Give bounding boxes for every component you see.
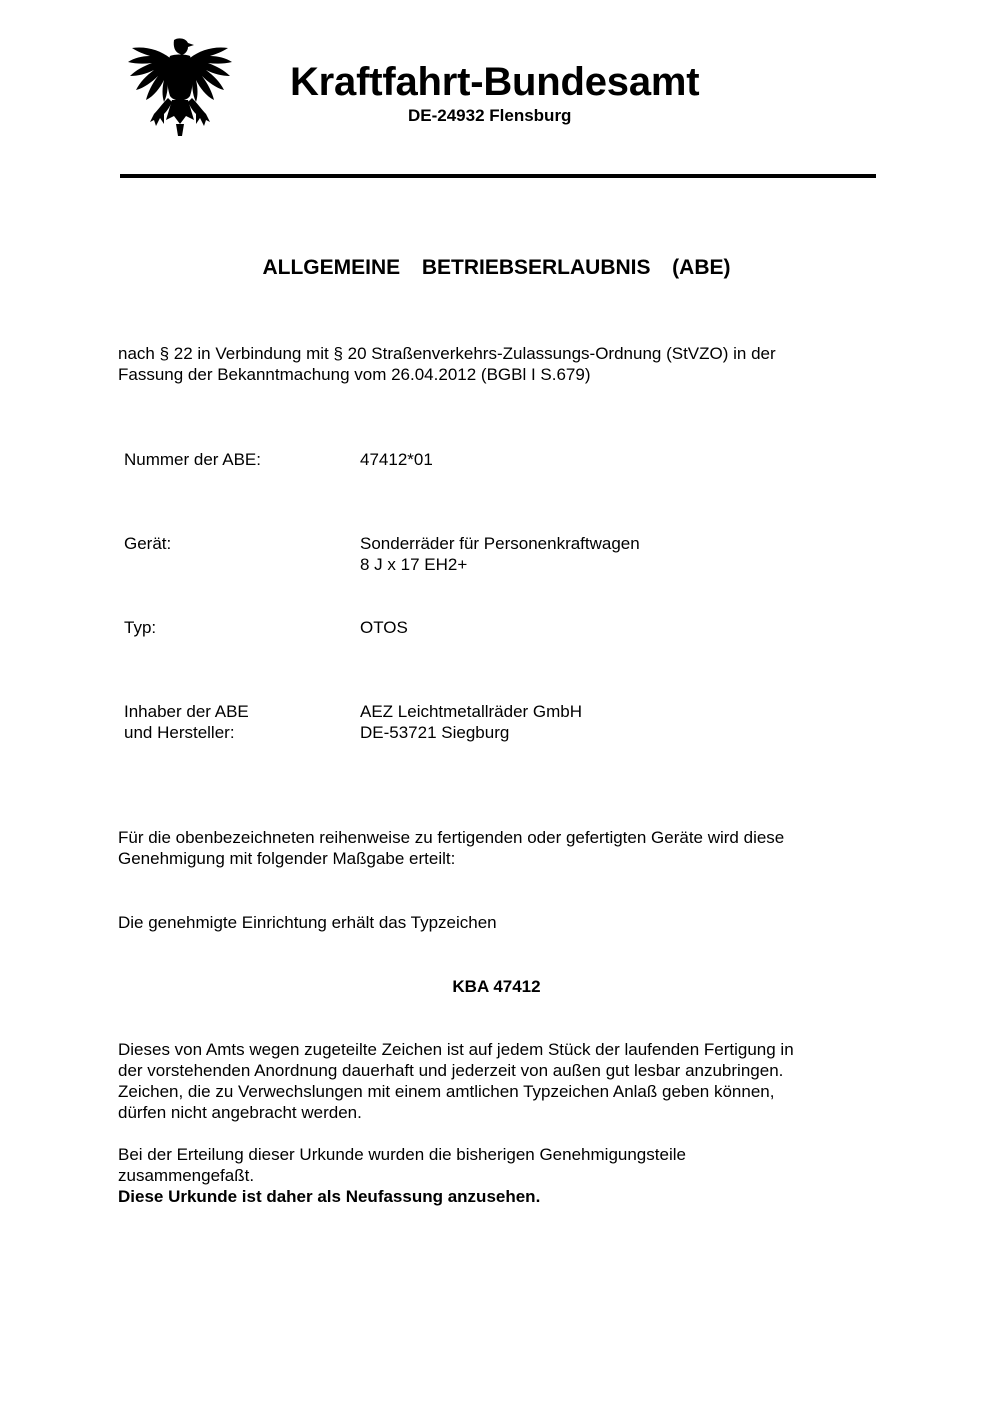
legal-basis-paragraph: nach § 22 in Verbindung mit § 20 Straßenverkehrs-Zulassungs-Ordnung (StVZO) in der Fassung der Bekanntmachung vom 26.04.2012 (BGBl I S.679) xyxy=(118,344,776,384)
document-title: ALLGEMEINE BETRIEBSERLAUBNIS (ABE) xyxy=(262,256,731,279)
typezeichen-intro: Die genehmigte Einrichtung erhält das Typzeichen xyxy=(118,913,497,932)
approval-paragraph: Für die obenbezeichneten reihenweise zu fertigenden oder gefertigten Geräte wird diese Genehmigung mit folgender Maßgabe erteilt: xyxy=(118,828,785,868)
marking-paragraph: Dieses von Amts wegen zugeteilte Zeichen ist auf jedem Stück der laufenden Fertigung in der vorstehenden Anordnung dauerhaft und jederzeit von außen gut lesbar anzubringen. Zeichen, die zu Verwechslungen mit einem amtlichen Typzeichen Anlaß geben können, dürfen nicht angebracht werden. xyxy=(118,1040,794,1122)
abe-number-value: 47412*01 xyxy=(360,450,433,469)
federal-eagle-icon xyxy=(124,36,236,140)
holder-value: AEZ Leichtmetallräder GmbH DE-53721 Siegburg xyxy=(360,702,583,742)
device-value: Sonderräder für Personenkraftwagen 8 J x 17 EH2+ xyxy=(360,534,640,574)
type-label: Typ: xyxy=(124,618,157,637)
device-label: Gerät: xyxy=(124,534,172,553)
header-divider xyxy=(120,174,876,178)
type-value: OTOS xyxy=(360,618,408,637)
organization-name: Kraftfahrt-Bundesamt xyxy=(290,60,700,104)
merge-paragraph: Bei der Erteilung dieser Urkunde wurden die bisherigen Genehmigungsteile zusammengefaßt. Diese Urkunde ist daher als Neufassung anzusehen. xyxy=(118,1144,878,1207)
new-version-note: Diese Urkunde ist daher als Neufassung anzusehen. xyxy=(118,1187,541,1206)
abe-number-label: Nummer der ABE: xyxy=(124,450,261,469)
organization-city: DE-24932 Flensburg xyxy=(408,106,572,125)
holder-label: Inhaber der ABE und Hersteller: xyxy=(124,702,249,742)
typezeichen-code: KBA 47412 xyxy=(452,977,541,996)
